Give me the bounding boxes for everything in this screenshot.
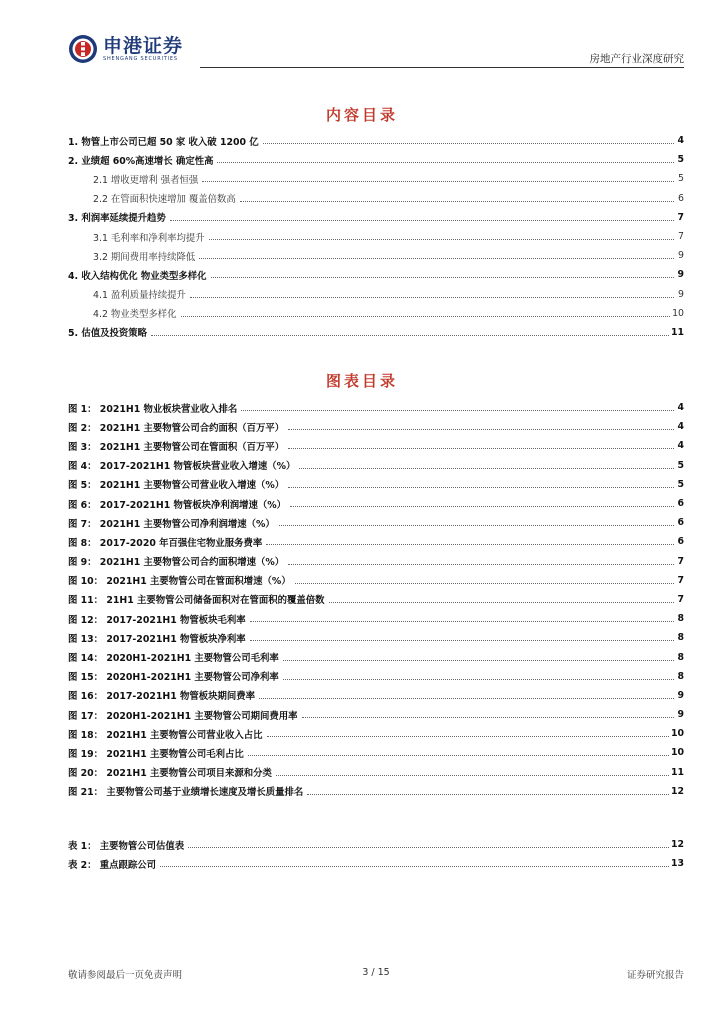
figure-entry-page: 8 — [677, 613, 684, 625]
figure-entry[interactable] — [68, 724, 684, 743]
logo-english-name: SHENGANG SECURITIES — [103, 55, 178, 62]
contents-entry[interactable] — [68, 285, 684, 304]
footer-report-label: 证券研究报告 — [626, 970, 684, 981]
table-entry[interactable] — [68, 854, 684, 873]
figure-entry-page: 6 — [677, 517, 684, 529]
dot-leader — [170, 220, 674, 221]
figure-entry-label: 图 10： 2021H1 主要物管公司在管面积增速（%） — [68, 576, 291, 588]
contents-entry-page: 7 — [677, 211, 684, 223]
contents-entry-label: 1. 物管上市公司已超 50 家 收入破 1200 亿 — [68, 136, 259, 148]
figure-entry-label: 图 19： 2021H1 主要物管公司毛利占比 — [68, 748, 244, 760]
dot-leader — [209, 239, 674, 240]
figure-entry-label: 图 12： 2017-2021H1 物管板块毛利率 — [68, 614, 246, 626]
contents-entry-label: 3.2 期间费用率持续降低 — [93, 251, 196, 263]
dot-leader — [267, 736, 669, 737]
figure-entry-label: 图 14： 2020H1-2021H1 主要物管公司毛利率 — [68, 653, 279, 665]
contents-entry-page: 5 — [678, 173, 684, 185]
figure-entry[interactable] — [68, 686, 684, 705]
dot-leader — [181, 316, 671, 317]
figure-entry-page: 9 — [677, 709, 684, 721]
contents-entry-page: 5 — [677, 154, 684, 166]
tables-list — [68, 835, 684, 873]
dot-leader — [288, 429, 674, 430]
contents-entry-page: 4 — [677, 135, 684, 147]
figure-entry[interactable] — [68, 436, 684, 455]
dot-leader — [250, 621, 674, 622]
contents-entry-page: 10 — [672, 307, 684, 319]
dot-leader — [307, 794, 669, 795]
figure-entry[interactable] — [68, 628, 684, 647]
figure-entry-label: 图 3： 2021H1 主要物管公司在管面积（百万平） — [68, 441, 285, 453]
page-header — [68, 30, 684, 70]
logo-chinese-name: 申港证券 — [103, 34, 184, 57]
figure-entry[interactable] — [68, 532, 684, 551]
dot-leader — [283, 660, 674, 661]
figure-entry-label: 图 13： 2017-2021H1 物管板块净利率 — [68, 633, 246, 645]
footer-page-number: 3 / 15 — [362, 967, 390, 978]
dot-leader — [329, 602, 674, 603]
dot-leader — [263, 143, 674, 144]
figure-entry[interactable] — [68, 763, 684, 782]
dot-leader — [250, 640, 674, 641]
figure-entry[interactable] — [68, 743, 684, 762]
figure-entry-label: 图 16： 2017-2021H1 物管板块期间费率 — [68, 691, 256, 703]
company-logo — [68, 34, 183, 64]
table-entry-label: 表 1： 主要物管公司估值表 — [68, 840, 185, 852]
dot-leader — [211, 277, 675, 278]
contents-list — [68, 131, 684, 342]
dot-leader — [288, 448, 674, 449]
dot-leader — [190, 297, 674, 298]
contents-entry-label: 5. 估值及投资策略 — [68, 328, 147, 340]
figure-entry-page: 4 — [677, 402, 684, 414]
figure-entry-page: 12 — [670, 785, 684, 797]
dot-leader — [276, 775, 669, 776]
figure-entry-page: 10 — [670, 747, 684, 759]
contents-entry-page: 6 — [678, 192, 684, 204]
table-entry[interactable] — [68, 835, 684, 854]
figure-entry-label: 图 8： 2017-2020 年百强住宅物业服务费率 — [68, 537, 263, 549]
figure-entry[interactable] — [68, 705, 684, 724]
contents-entry[interactable] — [68, 323, 684, 342]
header-divider — [200, 67, 684, 68]
figure-entry-label: 图 18： 2021H1 主要物管公司营业收入占比 — [68, 729, 263, 741]
dot-leader — [160, 866, 669, 867]
dot-leader — [188, 847, 669, 848]
contents-entry[interactable] — [68, 246, 684, 265]
contents-entry[interactable] — [68, 131, 684, 150]
figure-entry[interactable] — [68, 571, 684, 590]
dot-leader — [151, 335, 669, 336]
figure-entry-page: 6 — [677, 498, 684, 510]
dot-leader — [288, 564, 674, 565]
figure-entry-page: 8 — [677, 670, 684, 682]
dot-leader — [288, 487, 674, 488]
figure-entry-label: 图 5： 2021H1 主要物管公司营业收入增速（%） — [68, 480, 285, 492]
dot-leader — [240, 201, 674, 202]
contents-entry[interactable] — [68, 227, 684, 246]
figure-entry-label: 图 9： 2021H1 主要物管公司合约面积增速（%） — [68, 557, 285, 569]
dot-leader — [259, 698, 674, 699]
contents-entry[interactable] — [68, 189, 684, 208]
dot-leader — [299, 468, 674, 469]
figure-entry-page: 11 — [670, 766, 684, 778]
figure-entry-page: 4 — [677, 440, 684, 452]
figure-entry-page: 5 — [677, 459, 684, 471]
figure-entry-label: 图 11： 21H1 主要物管公司储备面积对在管面积的覆盖倍数 — [68, 595, 325, 607]
dot-leader — [302, 717, 674, 718]
contents-entry-label: 4.1 盈利质量持续提升 — [93, 290, 186, 302]
figure-entry-page: 7 — [677, 593, 684, 605]
contents-entry-page: 9 — [677, 269, 684, 281]
figure-entry[interactable] — [68, 590, 684, 609]
figure-entry-page: 7 — [677, 555, 684, 567]
contents-entry-label: 4. 收入结构优化 物业类型多样化 — [68, 270, 207, 282]
contents-entry-page: 7 — [678, 231, 684, 243]
dot-leader — [241, 410, 674, 411]
contents-entry-page: 11 — [670, 326, 684, 338]
contents-entry[interactable] — [68, 208, 684, 227]
figure-entry-label: 图 15： 2020H1-2021H1 主要物管公司净利率 — [68, 672, 279, 684]
figure-entry-page: 5 — [677, 478, 684, 490]
figure-entry-label: 图 21： 主要物管公司基于业绩增长速度及增长质量排名 — [68, 787, 304, 799]
dot-leader — [266, 544, 674, 545]
contents-entry-page: 9 — [678, 250, 684, 262]
figure-entry[interactable] — [68, 667, 684, 686]
shengang-logo-icon — [68, 34, 98, 64]
figures-list — [68, 398, 684, 801]
figure-entry[interactable] — [68, 782, 684, 801]
dot-leader — [202, 181, 674, 182]
figure-entry-label: 图 20： 2021H1 主要物管公司项目来源和分类 — [68, 768, 272, 780]
dot-leader — [279, 525, 674, 526]
contents-entry-label: 2.2 在管面积快速增加 覆盖倍数高 — [93, 194, 236, 206]
contents-entry[interactable] — [68, 150, 684, 169]
dot-leader — [217, 162, 674, 163]
figure-entry-page: 8 — [677, 651, 684, 663]
figure-entry-label: 图 7： 2021H1 主要物管公司净利润增速（%） — [68, 518, 275, 530]
figure-entry-label: 图 4： 2017-2021H1 物管板块营业收入增速（%） — [68, 461, 296, 473]
dot-leader — [295, 583, 674, 584]
figure-entry[interactable] — [68, 552, 684, 571]
report-type: 房地产行业深度研究 — [589, 53, 684, 65]
contents-entry[interactable] — [68, 169, 684, 188]
figure-entry-page: 6 — [677, 536, 684, 548]
figure-entry-page: 4 — [677, 421, 684, 433]
figure-entry[interactable] — [68, 494, 684, 513]
figure-entry-label: 图 1： 2021H1 物业板块营业收入排名 — [68, 403, 238, 415]
contents-entry-label: 4.2 物业类型多样化 — [93, 309, 177, 321]
dot-leader — [290, 506, 674, 507]
contents-entry[interactable] — [68, 304, 684, 323]
contents-entry-label: 3.1 毛利率和净利率均提升 — [93, 232, 205, 244]
figure-entry[interactable] — [68, 647, 684, 666]
figure-entry[interactable] — [68, 609, 684, 628]
figure-entry-label: 图 17： 2020H1-2021H1 主要物管公司期间费用率 — [68, 710, 298, 722]
figure-entry[interactable] — [68, 417, 684, 436]
footer-disclaimer: 敬请参阅最后一页免责声明 — [68, 970, 183, 981]
contents-entry-label: 2. 业绩超 60%高速增长 确定性高 — [68, 155, 214, 167]
figure-entry-page: 8 — [677, 632, 684, 644]
figure-entry[interactable] — [68, 475, 684, 494]
figure-entry-page: 7 — [677, 574, 684, 586]
dot-leader — [283, 679, 674, 680]
dot-leader — [199, 258, 674, 259]
figure-entry-page: 9 — [677, 689, 684, 701]
contents-entry-label: 3. 利润率延续提升趋势 — [68, 213, 166, 225]
figure-entry-page: 10 — [670, 728, 684, 740]
contents-title: 内容目录 — [325, 106, 398, 124]
contents-entry-page: 9 — [678, 288, 684, 300]
table-entry-label: 表 2： 重点跟踪公司 — [68, 859, 157, 871]
figure-entry[interactable] — [68, 398, 684, 417]
figure-entry[interactable] — [68, 456, 684, 475]
contents-entry-label: 2.1 增收更增利 强者恒强 — [93, 174, 199, 186]
table-entry-page: 12 — [670, 839, 684, 851]
page-footer — [68, 967, 684, 981]
dot-leader — [248, 755, 669, 756]
figure-entry-label: 图 2： 2021H1 主要物管公司合约面积（百万平） — [68, 422, 285, 434]
figure-entry-label: 图 6： 2017-2021H1 物管板块净利润增速（%） — [68, 499, 287, 511]
figure-entry[interactable] — [68, 513, 684, 532]
figures-title: 图表目录 — [325, 372, 398, 390]
contents-entry[interactable] — [68, 265, 684, 284]
table-entry-page: 13 — [670, 858, 684, 870]
